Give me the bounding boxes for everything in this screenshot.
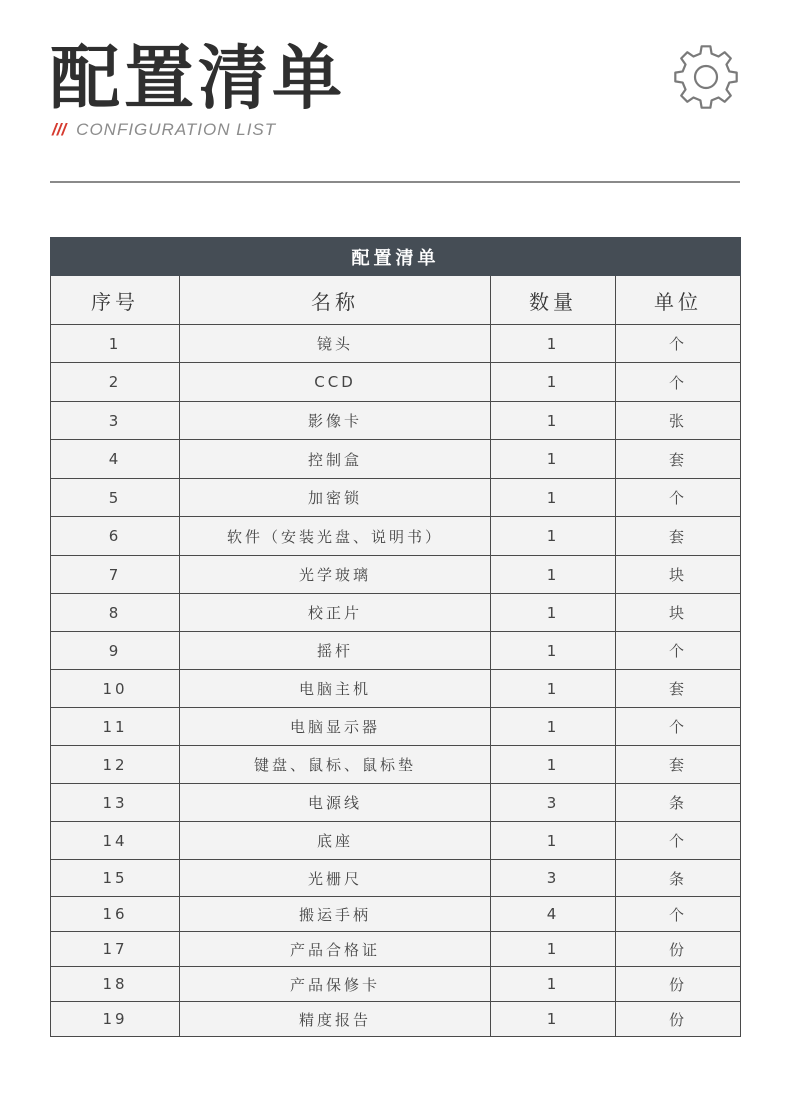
cell-name: 电源线 [180, 784, 491, 822]
cell-unit: 个 [616, 325, 741, 363]
cell-name: 电脑主机 [180, 670, 491, 708]
table-row [51, 517, 741, 556]
cell-quantity: 1 [491, 632, 616, 670]
cell-quantity: 1 [491, 594, 616, 632]
page-subtitle [52, 118, 276, 142]
table-row [51, 440, 741, 479]
table-row [51, 1002, 741, 1037]
cell-name: 键盘、鼠标、鼠标垫 [180, 746, 491, 784]
cell-quantity: 1 [491, 479, 616, 517]
header-unit: 单位 [616, 276, 741, 325]
gear-hub [695, 66, 717, 88]
cell-quantity: 1 [491, 517, 616, 556]
cell-name: 控制盒 [180, 440, 491, 479]
cell-name: 软件（安装光盘、说明书） [180, 517, 491, 556]
cell-index: 3 [51, 402, 180, 440]
cell-unit: 套 [616, 517, 741, 556]
cell-index: 19 [51, 1002, 180, 1037]
cell-index: 17 [51, 932, 180, 967]
table-row [51, 479, 741, 517]
table-row [51, 670, 741, 708]
cell-unit: 套 [616, 746, 741, 784]
table-row [51, 822, 741, 860]
table-banner-row [51, 238, 741, 276]
cell-index: 14 [51, 822, 180, 860]
cell-name: 影像卡 [180, 402, 491, 440]
cell-name: 电脑显示器 [180, 708, 491, 746]
cell-quantity: 1 [491, 1002, 616, 1037]
cell-index: 11 [51, 708, 180, 746]
cell-name: CCD [180, 363, 491, 402]
cell-quantity: 1 [491, 363, 616, 402]
table-row [51, 897, 741, 932]
table-banner: 配置清单 [51, 238, 741, 276]
cell-name: 精度报告 [180, 1002, 491, 1037]
cell-unit: 块 [616, 556, 741, 594]
cell-quantity: 1 [491, 670, 616, 708]
cell-index: 2 [51, 363, 180, 402]
table-row [51, 594, 741, 632]
cell-index: 5 [51, 479, 180, 517]
cell-name: 搬运手柄 [180, 897, 491, 932]
cell-name: 加密锁 [180, 479, 491, 517]
table-row [51, 632, 741, 670]
cell-unit: 套 [616, 440, 741, 479]
cell-name: 校正片 [180, 594, 491, 632]
header-quantity: 数量 [491, 276, 616, 325]
cell-unit: 个 [616, 822, 741, 860]
cell-unit: 份 [616, 967, 741, 1002]
cell-name: 光栅尺 [180, 860, 491, 897]
cell-name: 产品保修卡 [180, 967, 491, 1002]
cell-index: 10 [51, 670, 180, 708]
cell-quantity: 1 [491, 556, 616, 594]
cell-quantity: 1 [491, 967, 616, 1002]
page-title: 配置清单 [50, 37, 346, 119]
config-table [50, 237, 741, 1037]
cell-unit: 块 [616, 594, 741, 632]
cell-name: 镜头 [180, 325, 491, 363]
cell-index: 6 [51, 517, 180, 556]
subtitle-text: CONFIGURATION LIST [76, 120, 277, 139]
gear-icon [672, 43, 740, 111]
cell-index: 8 [51, 594, 180, 632]
cell-quantity: 1 [491, 402, 616, 440]
cell-quantity: 1 [491, 708, 616, 746]
cell-index: 7 [51, 556, 180, 594]
table-row [51, 746, 741, 784]
cell-unit: 个 [616, 363, 741, 402]
cell-unit: 条 [616, 784, 741, 822]
table-body [51, 325, 741, 1037]
cell-quantity: 4 [491, 897, 616, 932]
cell-unit: 张 [616, 402, 741, 440]
header-name: 名称 [180, 276, 491, 325]
slash-accent: /// [52, 120, 67, 139]
header-index: 序号 [51, 276, 180, 325]
cell-name: 产品合格证 [180, 932, 491, 967]
divider-line [50, 181, 740, 183]
table-row [51, 967, 741, 1002]
cell-index: 13 [51, 784, 180, 822]
cell-quantity: 1 [491, 932, 616, 967]
cell-quantity: 1 [491, 440, 616, 479]
cell-unit: 份 [616, 932, 741, 967]
table-row [51, 708, 741, 746]
cell-quantity: 3 [491, 860, 616, 897]
table-row [51, 556, 741, 594]
cell-index: 1 [51, 325, 180, 363]
cell-unit: 个 [616, 479, 741, 517]
table-header-row [51, 276, 741, 325]
table-row [51, 860, 741, 897]
cell-name: 底座 [180, 822, 491, 860]
cell-unit: 套 [616, 670, 741, 708]
cell-quantity: 3 [491, 784, 616, 822]
table-row [51, 325, 741, 363]
cell-index: 18 [51, 967, 180, 1002]
cell-index: 12 [51, 746, 180, 784]
cell-quantity: 1 [491, 822, 616, 860]
cell-unit: 个 [616, 708, 741, 746]
table-row [51, 932, 741, 967]
cell-unit: 份 [616, 1002, 741, 1037]
table-row [51, 363, 741, 402]
cell-index: 4 [51, 440, 180, 479]
cell-quantity: 1 [491, 746, 616, 784]
cell-unit: 个 [616, 632, 741, 670]
cell-quantity: 1 [491, 325, 616, 363]
cell-index: 9 [51, 632, 180, 670]
cell-name: 光学玻璃 [180, 556, 491, 594]
cell-name: 摇杆 [180, 632, 491, 670]
table-row [51, 402, 741, 440]
cell-unit: 个 [616, 897, 741, 932]
cell-unit: 条 [616, 860, 741, 897]
cell-index: 15 [51, 860, 180, 897]
cell-index: 16 [51, 897, 180, 932]
table-row [51, 784, 741, 822]
